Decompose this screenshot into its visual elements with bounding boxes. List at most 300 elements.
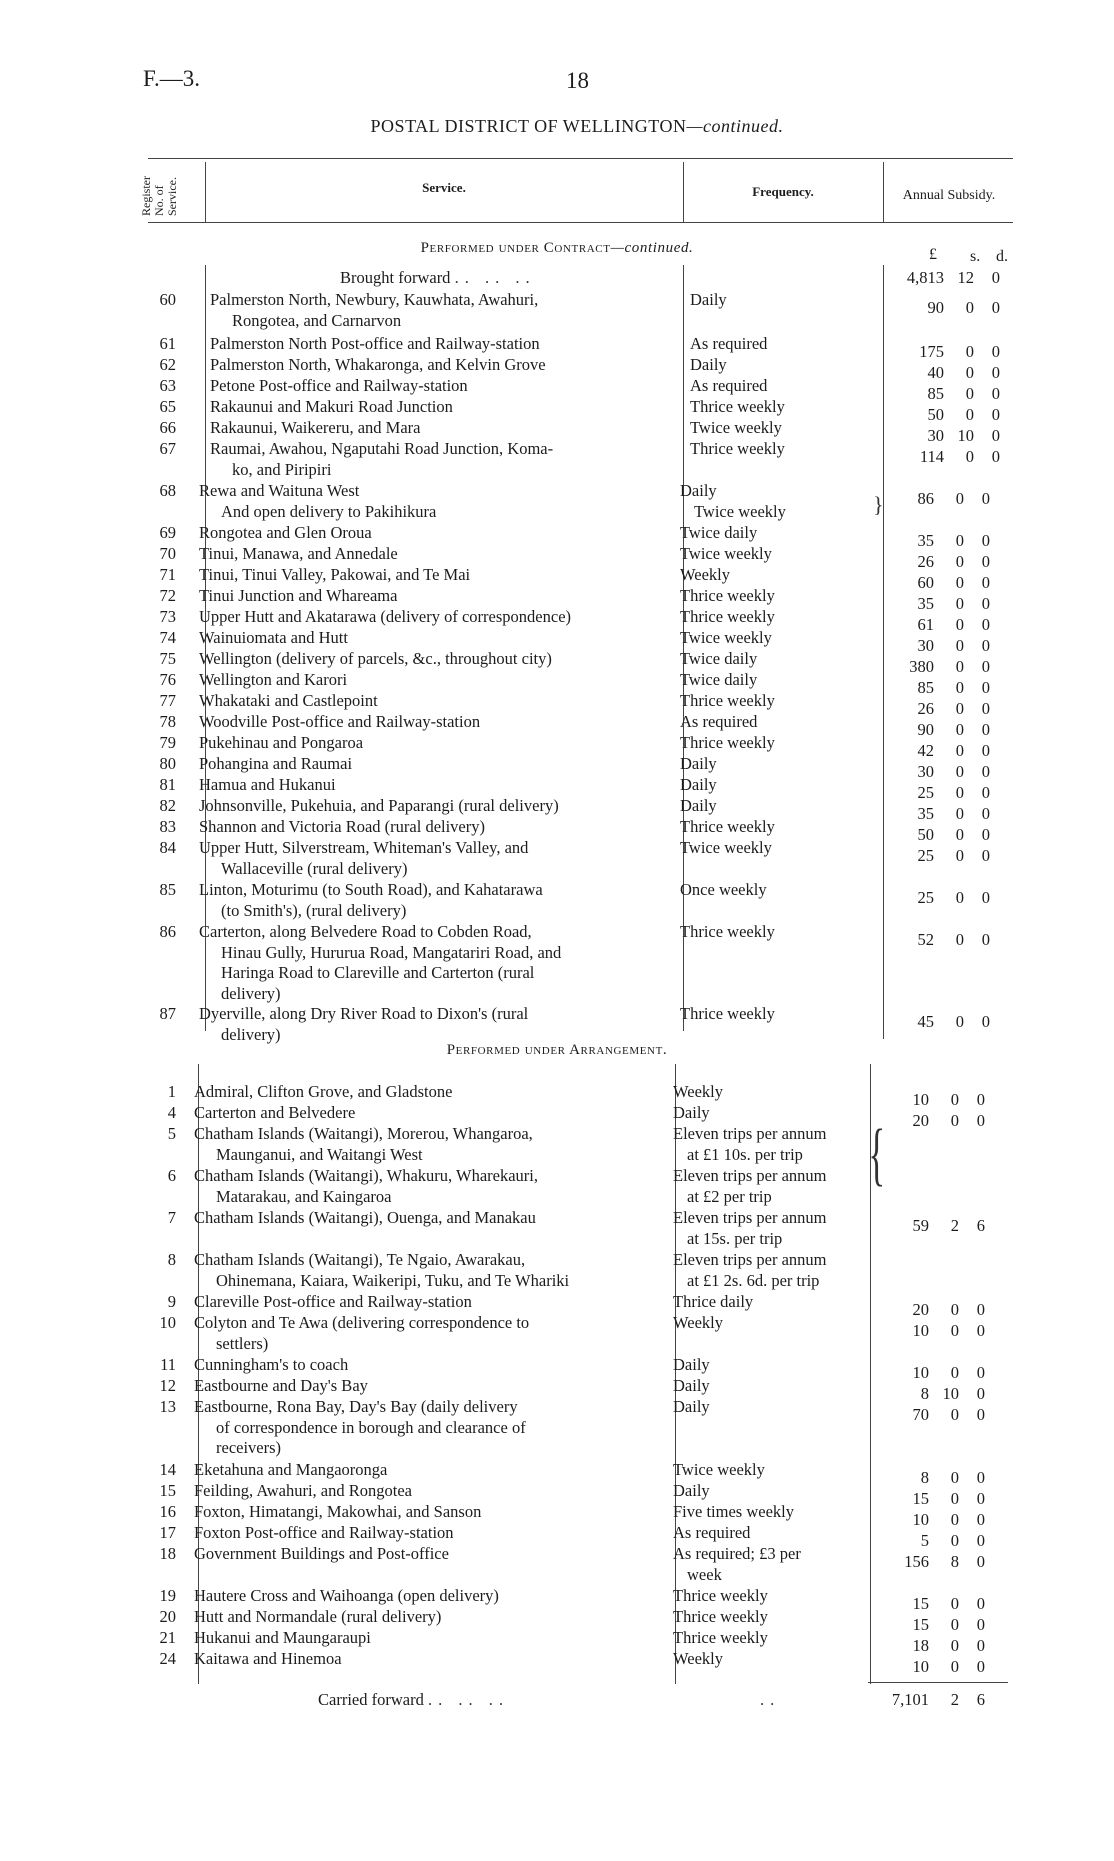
service-line: Upper Hutt, Silverstream, Whiteman's Valley, and [199,838,529,857]
service-description [199,796,559,817]
service-description [199,712,480,733]
frequency [690,376,767,397]
service-line: Eketahuna and Mangaoronga [194,1460,388,1479]
register-number: 61 [159,334,176,353]
subsidy-shillings: 0 [950,1489,959,1508]
register-number: 80 [159,754,176,773]
subsidy-pence: 0 [976,1489,985,1508]
frequency-line: Twice daily [680,649,758,668]
service-description [199,607,571,628]
frequency [680,922,775,943]
service-description [199,754,352,775]
frequency-line: Weekly [673,1649,723,1668]
subsidy-shillings: 0 [950,1615,959,1634]
subsidy-pounds: 90 [927,298,944,317]
service-description [194,1250,569,1291]
subsidy-shillings: 2 [950,1216,959,1235]
frequency-line: Twice weekly [680,544,772,563]
subsidy-pounds: 30 [917,762,934,781]
subsidy-pounds: 10 [912,1510,929,1529]
service-description [194,1208,536,1229]
frequency [680,1004,775,1025]
service-description [194,1313,529,1354]
frequency [673,1628,768,1649]
subsidy-shillings: 0 [950,1531,959,1550]
service-line: Clareville Post-office and Railway-station [194,1292,472,1311]
frequency-line: Daily [690,355,727,374]
service-line: Hinau Gully, Hururua Road, Mangatariri Road, and [221,942,562,962]
subsidy-pounds: 10 [912,1321,929,1340]
service-description [210,290,538,331]
service-line: Foxton, Himatangi, Makowhai, and Sanson [194,1502,482,1521]
subsidy-pence: 0 [976,1615,985,1634]
subsidy-pounds: 59 [912,1216,929,1235]
frequency-line: Twice daily [680,670,758,689]
page-title [0,116,1114,137]
register-number: 5 [167,1124,176,1143]
service-line: Hamua and Hukanui [199,775,336,794]
service-description [194,1103,355,1124]
register-number: 66 [159,418,176,437]
currency-pence-header: d. [996,248,1008,265]
subsidy-pence: 0 [981,930,990,949]
service-line: Rakaunui and Makuri Road Junction [210,397,453,416]
frequency [680,649,757,670]
subsidy-pence: 0 [981,678,990,697]
page-number: 18 [566,68,589,93]
section-heading-contract: Performed under Contract—continued. [420,240,694,256]
service-description [199,481,436,522]
subsidy-shillings: 0 [950,1300,959,1319]
subsidy-pence: 0 [976,1111,985,1130]
subsidy-pence: 0 [976,1594,985,1613]
subsidy-pence: 0 [981,489,990,508]
subsidy-pence: 0 [976,1090,985,1109]
frequency-line: at £1 10s. per trip [687,1144,803,1164]
subsidy-shillings: 10 [957,426,974,445]
subsidy-pence: 0 [976,1657,985,1676]
subsidy-pounds: 86 [917,489,934,508]
subsidy-pounds: 60 [917,573,934,592]
service-line: Government Buildings and Post-office [194,1544,449,1563]
column-header-subsidy: Annual Subsidy. [902,188,996,203]
subsidy-pounds: 5 [920,1531,929,1550]
subsidy-pence: 0 [981,720,990,739]
subsidy-pence: 0 [981,636,990,655]
frequency-line: Thrice weekly [690,397,785,416]
subsidy-pounds: 40 [927,363,944,382]
subsidy-pounds: 50 [927,405,944,424]
register-number: 74 [159,628,176,647]
subsidy-pounds: 30 [927,426,944,445]
subsidy-pounds: 25 [917,888,934,907]
register-number: 77 [159,691,176,710]
frequency [673,1607,768,1628]
register-number: 78 [159,712,176,731]
service-line: Chatham Islands (Waitangi), Te Ngaio, Awarakau, [194,1250,526,1269]
service-line: Linton, Moturimu (to South Road), and Kahatarawa [199,880,543,899]
service-line: (to Smith's), (rural delivery) [221,900,407,920]
subsidy-shillings: 0 [955,825,964,844]
frequency-line: Thrice weekly [680,586,775,605]
register-number: 69 [159,523,176,542]
subsidy-pence: 0 [981,825,990,844]
subsidy-pence: 0 [976,1300,985,1319]
service-description [194,1292,472,1313]
frequency-line: Weekly [673,1082,723,1101]
service-line: Tinui, Tinui Valley, Pakowai, and Te Mai [199,565,471,584]
subsidy-pence: 0 [991,298,1000,317]
frequency-line: Weekly [673,1313,723,1332]
service-description [199,733,363,754]
service-description [194,1376,368,1397]
subsidy-pounds: 30 [917,636,934,655]
subsidy-pounds: 8 [920,1384,929,1403]
frequency [673,1355,710,1376]
service-line: Matarakau, and Kaingaroa [216,1186,392,1206]
service-line: Haringa Road to Clareville and Carterton (rural [221,963,535,982]
service-description [194,1397,526,1459]
register-number: 73 [159,607,176,626]
service-line: Tinui, Manawa, and Annedale [199,544,398,563]
subsidy-pence: 0 [976,1363,985,1382]
register-number: 20 [159,1607,176,1626]
frequency-line: Daily [673,1355,710,1374]
service-line: Colyton and Te Awa (delivering correspondence to [194,1313,530,1332]
frequency-line: Thrice weekly [680,691,775,710]
frequency [673,1313,723,1334]
subsidy-pounds: 35 [917,531,934,550]
subsidy-pounds: 18 [912,1636,929,1655]
subsidy-shillings: 0 [955,783,964,802]
subsidy-pence: 0 [976,1405,985,1424]
register-number: 11 [160,1355,176,1374]
subsidy-shillings: 0 [955,1012,964,1031]
service-description [199,817,485,838]
service-line: Palmerston North Post-office and Railway-station [210,334,540,353]
service-line: Eastbourne and Day's Bay [194,1376,368,1395]
service-line: Shannon and Victoria Road (rural delivery) [199,817,485,836]
register-number: 84 [159,838,176,857]
frequency [673,1586,768,1607]
frequency-line: Thrice daily [673,1292,754,1311]
frequency-line: at £1 2s. 6d. per trip [687,1270,820,1290]
subsidy-shillings: 0 [955,657,964,676]
subsidy-shillings: 0 [955,888,964,907]
service-description [199,523,372,544]
register-number: 14 [159,1460,176,1479]
frequency-line: Daily [673,1103,710,1122]
subsidy-pence: 0 [981,657,990,676]
register-number: 65 [159,397,176,416]
service-line: of correspondence in borough and clearance of [216,1417,526,1437]
subsidy-pounds: 70 [912,1405,929,1424]
service-line: delivery) [221,1024,281,1044]
subsidy-pence: 0 [991,447,1000,466]
service-line: Wellington (delivery of parcels, &c., throughout city) [199,649,552,668]
frequency-line: at 15s. per trip [687,1228,783,1248]
service-line: Dyerville, along Dry River Road to Dixon's (rural [199,1004,529,1023]
service-line: Feilding, Awahuri, and Rongotea [194,1481,412,1500]
register-number: 72 [159,586,176,605]
service-description [210,355,546,376]
register-number: 9 [167,1292,176,1311]
service-line: Whakataki and Castlepoint [199,691,378,710]
service-line: Palmerston North, Whakaronga, and Kelvin Grove [210,355,546,374]
frequency-line: Weekly [680,565,730,584]
frequency [673,1502,794,1523]
subsidy-pounds: 26 [917,699,934,718]
frequency-line: Daily [673,1397,710,1416]
service-description [199,586,397,607]
frequency-line: Daily [680,481,717,500]
service-description [199,649,552,670]
document-reference: F.—3. [143,66,200,91]
frequency [680,586,775,607]
frequency-line: Thrice weekly [673,1607,768,1626]
subsidy-shillings: 0 [965,363,974,382]
frequency-line: Thrice weekly [680,1004,775,1023]
service-line: Raumai, Awahou, Ngaputahi Road Junction, Koma- [210,439,554,458]
subsidy-shillings: 0 [955,720,964,739]
register-number: 12 [159,1376,176,1395]
frequency [673,1250,827,1291]
subsidy-pence: 0 [991,342,1000,361]
frequency [680,754,717,775]
frequency [673,1292,753,1313]
subsidy-pounds: 25 [917,783,934,802]
subsidy-pounds: 26 [917,552,934,571]
register-number: 62 [159,355,176,374]
service-description [199,628,348,649]
service-description [210,418,421,439]
frequency-line: Daily [680,796,717,815]
frequency [680,628,772,649]
service-line: Chatham Islands (Waitangi), Whakuru, Wharekauri, [194,1166,538,1185]
frequency [680,565,730,586]
service-line: Petone Post-office and Railway-station [210,376,468,395]
register-number: 68 [159,481,176,500]
frequency [673,1124,827,1165]
subsidy-pounds: 35 [917,804,934,823]
frequency [680,712,757,733]
register-number: 17 [159,1523,176,1542]
frequency [673,1208,827,1249]
subsidy-shillings: 0 [955,489,964,508]
register-number: 10 [159,1313,176,1332]
subsidy-pounds: 15 [912,1489,929,1508]
frequency-line: Eleven trips per annum [673,1124,827,1143]
frequency [680,481,786,522]
frequency [673,1397,710,1418]
subsidy-pence: 0 [976,1531,985,1550]
service-line: Hutt and Normandale (rural delivery) [194,1607,442,1626]
service-description [210,376,468,397]
frequency-line: Five times weekly [673,1502,794,1521]
register-number: 82 [159,796,176,815]
register-number: 85 [159,880,176,899]
subsidy-shillings: 0 [950,1636,959,1655]
subsidy-pence: 0 [991,384,1000,403]
subsidy-pounds: 35 [917,594,934,613]
subsidy-pounds: 10 [912,1657,929,1676]
register-number: 79 [159,733,176,752]
frequency-line: Thrice weekly [673,1586,768,1605]
service-description [194,1502,481,1523]
subsidy-shillings: 0 [955,531,964,550]
register-number: 60 [159,290,176,309]
frequency [690,418,782,439]
frequency-line: Daily [680,754,717,773]
subsidy-shillings: 0 [950,1090,959,1109]
column-header-frequency: Frequency. [752,184,814,199]
frequency-line: Twice weekly [680,628,772,647]
subsidy-shillings: 0 [955,846,964,865]
register-number: 8 [167,1250,176,1269]
register-number: 13 [159,1397,176,1416]
service-description [199,838,528,879]
subsidy-shillings: 0 [955,741,964,760]
service-line: Eastbourne, Rona Bay, Day's Bay (daily delivery [194,1397,518,1416]
frequency [673,1166,827,1207]
service-description [194,1166,538,1207]
subsidy-shillings: 0 [950,1321,959,1340]
service-description [199,691,378,712]
frequency [680,817,775,838]
subsidy-pence: 0 [981,552,990,571]
subsidy-pence: 0 [981,594,990,613]
service-description [194,1523,454,1544]
subsidy-shillings: 0 [950,1111,959,1130]
frequency-line: Eleven trips per annum [673,1208,827,1227]
subsidy-shillings: 8 [950,1552,959,1571]
subsidy-pounds: 20 [912,1300,929,1319]
frequency-line: Daily [690,290,727,309]
service-line: settlers) [216,1333,269,1353]
subsidy-pounds: 114 [919,447,944,466]
frequency [680,691,775,712]
frequency-line: As required; £3 per [673,1544,801,1563]
service-line: Admiral, Clifton Grove, and Gladstone [194,1082,453,1101]
service-description [194,1355,348,1376]
column-header-service: Service. [422,180,466,195]
subsidy-pence: 0 [981,531,990,550]
subsidy-pounds: 42 [917,741,934,760]
service-line: Rongotea and Glen Oroua [199,523,372,542]
frequency-line: Twice weekly [694,501,786,521]
frequency-line: Once weekly [680,880,767,899]
frequency-line: Twice weekly [690,418,782,437]
subsidy-pounds: 8 [920,1468,929,1487]
register-number: 81 [159,775,176,794]
frequency-line: Eleven trips per annum [673,1166,827,1185]
subsidy-pounds: 20 [912,1111,929,1130]
register-number: 16 [159,1502,176,1521]
service-line: Hukanui and Maungaraupi [194,1628,371,1647]
register-number: 6 [167,1166,176,1185]
service-line: Foxton Post-office and Railway-station [194,1523,454,1542]
service-description [194,1082,452,1103]
frequency [680,670,757,691]
frequency [673,1523,750,1544]
service-line: Pukehinau and Pongaroa [199,733,364,752]
frequency [673,1103,710,1124]
subsidy-shillings: 0 [955,762,964,781]
service-line: And open delivery to Pakihikura [221,501,437,521]
service-description [194,1586,499,1607]
frequency-line: Daily [673,1481,710,1500]
service-line: Rakaunui, Waikereru, and Mara [210,418,421,437]
service-description [194,1628,371,1649]
frequency [690,439,785,460]
service-line: Maunganui, and Waitangi West [216,1144,423,1164]
service-line: receivers) [216,1438,282,1457]
frequency-line: Twice weekly [680,838,772,857]
frequency-line: Daily [673,1376,710,1395]
subsidy-pence: 0 [981,615,990,634]
register-number: 63 [159,376,176,395]
service-description [194,1481,412,1502]
total-rule [868,1682,1008,1683]
frequency [673,1649,723,1670]
subsidy-pence: 0 [976,1552,985,1571]
subsidy-shillings: 0 [950,1405,959,1424]
brought-forward-label: Brought forward .. .. .. [340,268,536,287]
register-number: 75 [159,649,176,668]
service-description [210,439,553,480]
subsidy-pounds: 85 [927,384,944,403]
title-continued: —continued. [686,116,784,136]
subsidy-pounds: 10 [912,1363,929,1382]
frequency-line: week [687,1564,722,1584]
subsidy-pence: 6 [976,1216,985,1235]
frequency [680,838,772,859]
header-rule-top [148,158,1013,159]
subsidy-pence: 0 [981,762,990,781]
section-heading-arrangement: Performed under Arrangement. [446,1042,668,1058]
service-line: Wallaceville (rural delivery) [221,858,408,878]
subsidy-pounds: 15 [912,1615,929,1634]
subsidy-pounds: 156 [904,1552,929,1571]
service-line: Carterton, along Belvedere Road to Cobden Road, [199,922,532,941]
subsidy-shillings: 0 [965,447,974,466]
frequency [690,397,785,418]
service-line: ko, and Piripiri [232,459,332,479]
subsidy-shillings: 0 [965,405,974,424]
frequency [680,733,775,754]
frequency [673,1544,801,1585]
frequency-line: As required [673,1523,751,1542]
subsidy-shillings: 0 [955,573,964,592]
register-number: 21 [159,1628,176,1647]
frequency-line: Daily [680,775,717,794]
service-line: Ohinemana, Kaiara, Waikeripi, Tuku, and Te Whariki [216,1270,570,1290]
service-description [199,922,561,1004]
frequency-line: As required [680,712,758,731]
subsidy-shillings: 0 [950,1468,959,1487]
register-number: 19 [159,1586,176,1605]
service-description [199,565,470,586]
frequency [680,544,772,565]
subsidy-shillings: 0 [965,342,974,361]
service-line: delivery) [221,983,281,1003]
register-number: 1 [167,1082,176,1101]
subsidy-shillings: 0 [955,594,964,613]
frequency [673,1376,710,1397]
subsidy-shillings: 0 [965,384,974,403]
subsidy-pounds: 85 [917,678,934,697]
frequency-line: Twice weekly [673,1460,765,1479]
